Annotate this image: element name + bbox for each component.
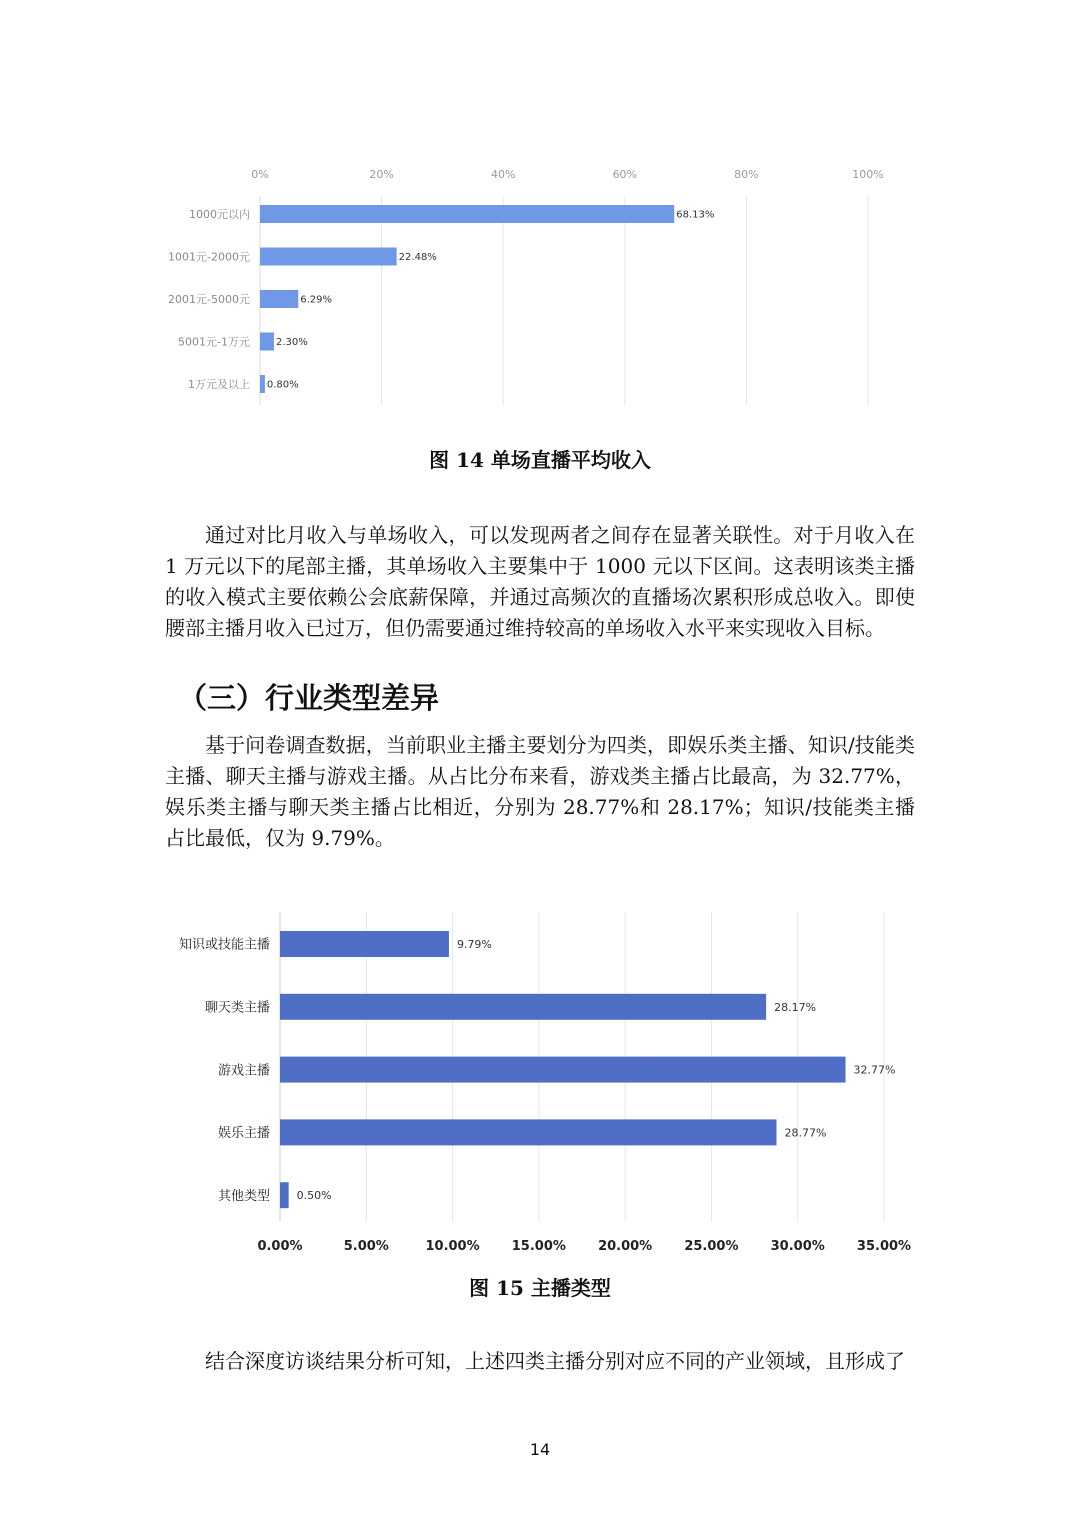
x-tick-label: 20% xyxy=(369,168,394,181)
data-label: 6.29% xyxy=(300,294,333,306)
category-label: 娱乐主播 xyxy=(217,1126,270,1142)
data-label: 28.17% xyxy=(774,1000,817,1014)
category-label: 1001元-2000元 xyxy=(168,250,250,264)
category-label: 2001元-5000元 xyxy=(168,292,250,306)
x-tick-label: 15.00% xyxy=(511,1239,566,1254)
category-label: 1000元以内 xyxy=(189,207,250,221)
data-label: 32.77% xyxy=(853,1063,896,1077)
chart-single-stream-income xyxy=(0,150,1080,420)
data-label: 2.30% xyxy=(275,337,308,349)
bar xyxy=(280,994,766,1020)
x-tick-label: 20.00% xyxy=(598,1239,653,1254)
category-label: 其他类型 xyxy=(217,1188,270,1204)
bar xyxy=(260,248,397,266)
x-tick-label: 60% xyxy=(612,168,638,181)
bar xyxy=(260,375,265,393)
category-label: 聊天类主播 xyxy=(204,1000,270,1016)
x-tick-label: 5.00% xyxy=(343,1239,389,1254)
x-tick-label: 0% xyxy=(251,168,269,181)
x-tick-label: 100% xyxy=(852,168,884,181)
section-heading: （三）行业类型差异 xyxy=(178,681,440,715)
page-number: 14 xyxy=(529,1440,551,1459)
x-tick-label: 25.00% xyxy=(684,1239,739,1254)
x-tick-label: 40% xyxy=(490,168,516,181)
x-tick-label: 10.00% xyxy=(425,1239,480,1254)
data-label: 9.79% xyxy=(456,937,492,951)
category-label: 知识或技能主播 xyxy=(178,937,270,953)
figure-15-caption: 图 15 主播类型 xyxy=(469,1276,611,1300)
category-label: 5001元-1万元 xyxy=(178,335,250,349)
data-label: 28.77% xyxy=(784,1126,827,1140)
paragraph-interview-analysis: 结合深度访谈结果分析可知，上述四类主播分别对应不同的产业领域，且形成了 xyxy=(205,1349,905,1373)
bar xyxy=(260,290,298,308)
bar xyxy=(260,205,674,223)
data-label: 68.13% xyxy=(676,209,715,221)
category-label: 1万元及以上 xyxy=(188,377,250,391)
data-label: 22.48% xyxy=(398,252,437,264)
bar xyxy=(280,1119,776,1145)
x-tick-label: 35.00% xyxy=(856,1239,912,1254)
bar xyxy=(260,333,274,351)
category-label: 游戏主播 xyxy=(217,1063,270,1079)
x-tick-label: 30.00% xyxy=(770,1239,825,1254)
paragraph-income-analysis: 通过对比月收入与单场收入，可以发现两者之间存在显著关联性。对于月收入在 1 万元以下的尾部主播，其单场收入主要集中于 1000 元以下区间。这表明该类主播的收入模式主要依赖公会底薪保障，并通过高频次的直播场次累积形成总收入。即使腰部主播月收入已过万，但仍需要通过维持较高的单场收入水平来实现收入目标。 xyxy=(165,523,915,640)
bar xyxy=(280,931,449,957)
data-label: 0.50% xyxy=(296,1189,332,1203)
bar xyxy=(280,1182,289,1208)
bar xyxy=(280,1057,846,1083)
data-label: 0.80% xyxy=(266,379,299,391)
x-tick-label: 80% xyxy=(734,168,759,181)
x-tick-label: 0.00% xyxy=(257,1239,303,1254)
paragraph-streamer-types: 基于问卷调查数据，当前职业主播主要划分为四类，即娱乐类主播、知识/技能类主播、聊天主播与游戏主播。从占比分布来看，游戏类主播占比最高，为 32.77%，娱乐类主播与聊天类主播占比相近，分别为 28.77%和 28.17%；知识/技能类主播占比最低，仅为 9.79%。 xyxy=(165,733,915,850)
chart-streamer-types xyxy=(0,900,1080,1260)
figure-14-caption: 图 14 单场直播平均收入 xyxy=(429,448,651,472)
